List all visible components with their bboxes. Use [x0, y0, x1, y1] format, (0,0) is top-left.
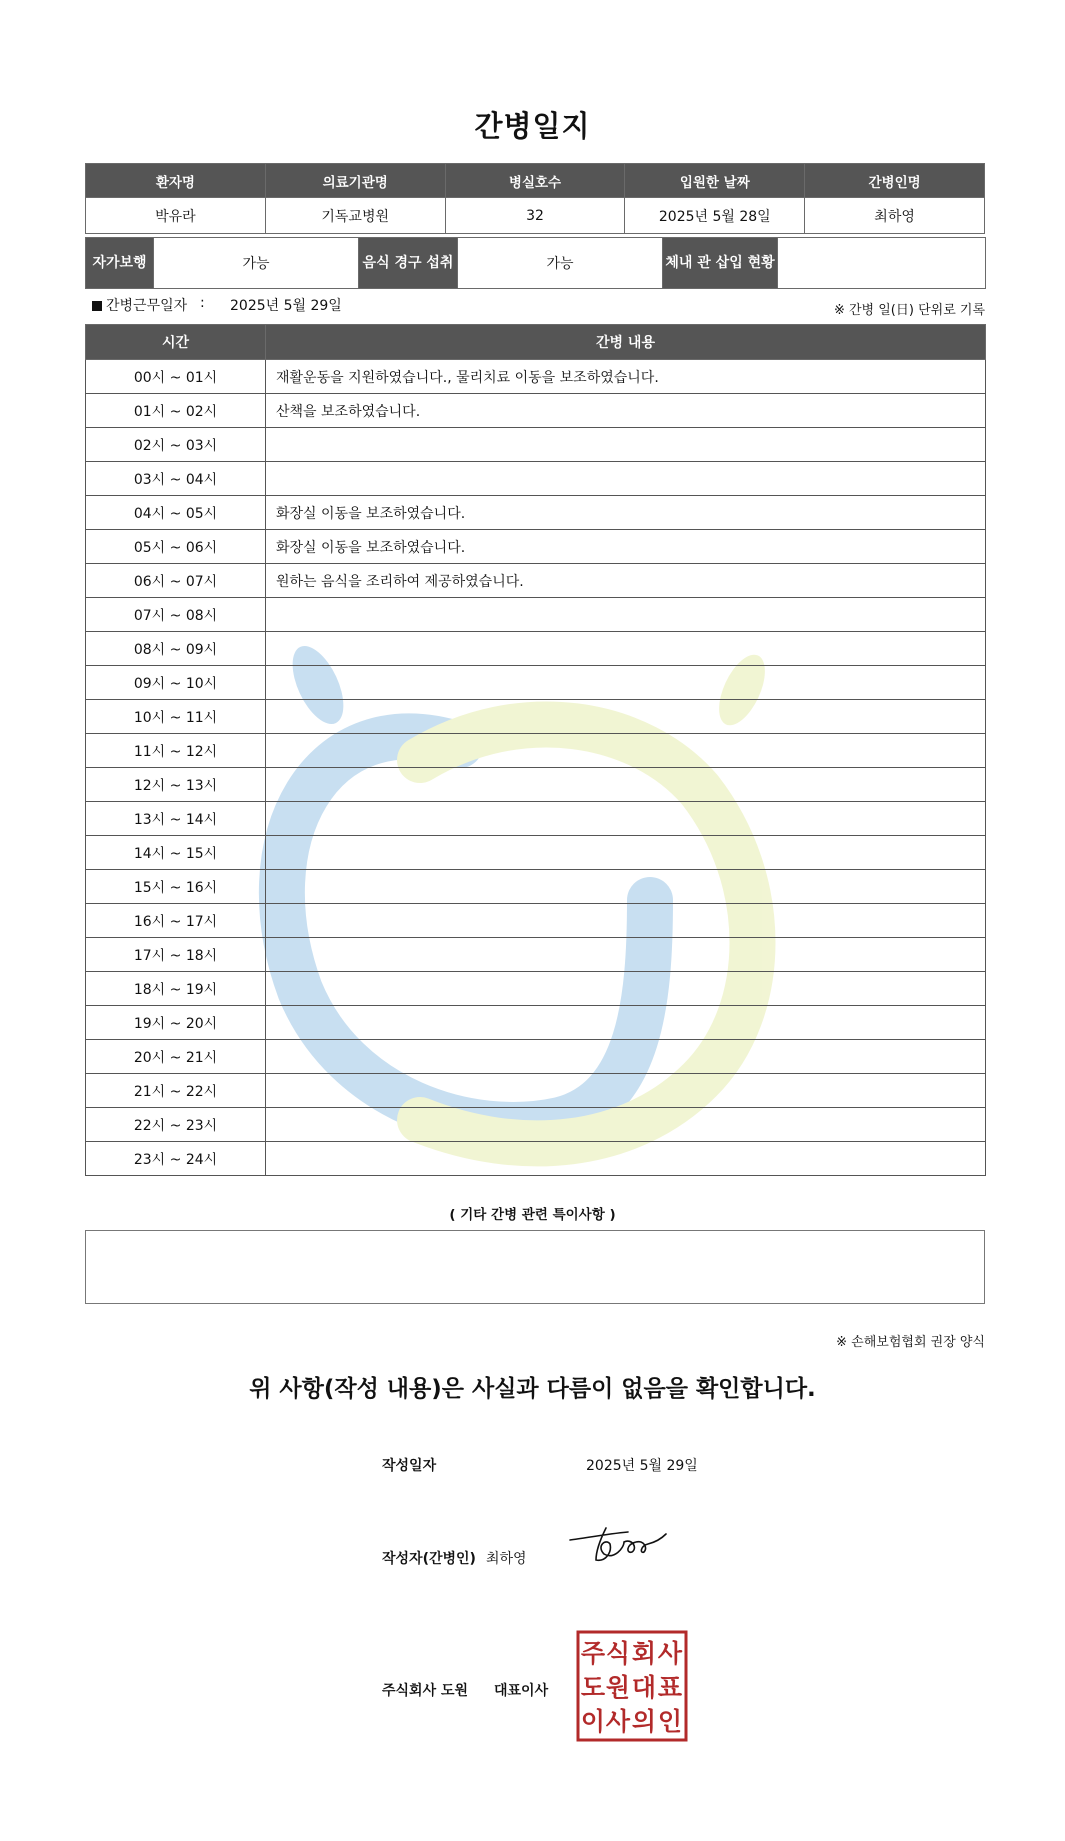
care-content-cell: 재활운동을 지원하였습니다., 물리치료 이동을 보조하였습니다.	[266, 360, 986, 394]
handwritten-signature	[566, 1522, 670, 1566]
time-slot-cell: 09시 ~ 10시	[86, 666, 266, 700]
care-content-cell	[266, 938, 986, 972]
tube-insertion-label: 체내 관 삽입 현황	[663, 238, 778, 289]
written-date-label: 작성일자	[382, 1458, 437, 1474]
table-row	[86, 666, 986, 700]
care-content-cell	[266, 972, 986, 1006]
table-row	[86, 462, 986, 496]
svg-text:표: 표	[657, 1673, 683, 1702]
table-row	[86, 1006, 986, 1040]
duty-date-line	[92, 295, 342, 315]
table-row	[86, 768, 986, 802]
self-walking-label: 자가보행	[86, 238, 154, 289]
caregiver-name-header: 간병인명	[805, 164, 985, 198]
company-seal-stamp	[576, 1630, 688, 1742]
tube-insertion-value	[778, 238, 986, 289]
care-content-cell	[266, 734, 986, 768]
self-walking-value: 가능	[154, 238, 359, 289]
care-content-cell: 화장실 이동을 보조하였습니다.	[266, 530, 986, 564]
care-content-cell	[266, 768, 986, 802]
table-row	[86, 836, 986, 870]
table-row	[86, 1074, 986, 1108]
table-row	[86, 1108, 986, 1142]
time-slot-cell: 06시 ~ 07시	[86, 564, 266, 598]
time-column-header: 시간	[86, 325, 266, 360]
admission-date-value: 2025년 5월 28일	[625, 198, 805, 234]
remarks-box	[85, 1230, 985, 1304]
table-row	[86, 496, 986, 530]
table-row	[86, 938, 986, 972]
time-slot-cell: 18시 ~ 19시	[86, 972, 266, 1006]
time-slot-cell: 19시 ~ 20시	[86, 1006, 266, 1040]
time-slot-cell: 14시 ~ 15시	[86, 836, 266, 870]
time-slot-cell: 07시 ~ 08시	[86, 598, 266, 632]
time-slot-cell: 12시 ~ 13시	[86, 768, 266, 802]
svg-text:식: 식	[605, 1639, 631, 1668]
svg-text:의: 의	[631, 1707, 657, 1736]
table-row	[86, 394, 986, 428]
care-content-cell	[266, 1142, 986, 1176]
time-slot-cell: 05시 ~ 06시	[86, 530, 266, 564]
svg-text:인: 인	[657, 1707, 683, 1736]
patient-name-header: 환자명	[86, 164, 266, 198]
time-slot-cell: 15시 ~ 16시	[86, 870, 266, 904]
content-column-header: 간병 내용	[266, 325, 986, 360]
table-row	[86, 564, 986, 598]
patient-status-table	[85, 237, 986, 289]
care-content-cell	[266, 462, 986, 496]
writer-value: 최하영	[486, 1551, 527, 1567]
patient-info-table	[85, 163, 985, 234]
duty-date-value: 2025년 5월 29일	[230, 298, 342, 314]
table-row	[86, 632, 986, 666]
time-slot-cell: 13시 ~ 14시	[86, 802, 266, 836]
care-content-cell	[266, 632, 986, 666]
care-content-cell	[266, 666, 986, 700]
time-slot-cell: 17시 ~ 18시	[86, 938, 266, 972]
duty-date-label: 간병근무일자	[106, 298, 188, 314]
writer-label: 작성자(간병인)	[382, 1551, 476, 1567]
table-row	[86, 428, 986, 462]
care-content-cell	[266, 598, 986, 632]
time-slot-cell: 11시 ~ 12시	[86, 734, 266, 768]
care-content-cell	[266, 1108, 986, 1142]
time-slot-cell: 16시 ~ 17시	[86, 904, 266, 938]
table-row	[86, 598, 986, 632]
time-slot-cell: 01시 ~ 02시	[86, 394, 266, 428]
table-row	[86, 360, 986, 394]
svg-text:대: 대	[631, 1673, 657, 1702]
page-title: 간병일지	[474, 109, 591, 143]
table-row	[86, 700, 986, 734]
time-slot-cell: 21시 ~ 22시	[86, 1074, 266, 1108]
svg-text:이: 이	[580, 1707, 606, 1736]
admission-date-header: 입원한 날짜	[625, 164, 805, 198]
care-log-body	[86, 360, 986, 1176]
hospital-name-header: 의료기관명	[265, 164, 445, 198]
room-number-header: 병실호수	[445, 164, 625, 198]
time-slot-cell: 22시 ~ 23시	[86, 1108, 266, 1142]
table-row	[86, 904, 986, 938]
care-content-cell	[266, 1040, 986, 1074]
care-log-table	[85, 324, 986, 1176]
time-slot-cell: 08시 ~ 09시	[86, 632, 266, 666]
care-content-cell	[266, 836, 986, 870]
table-row	[86, 1040, 986, 1074]
care-content-cell	[266, 802, 986, 836]
care-content-cell	[266, 428, 986, 462]
patient-name-value: 박유라	[86, 198, 266, 234]
time-slot-cell: 20시 ~ 21시	[86, 1040, 266, 1074]
table-row	[86, 530, 986, 564]
confirmation-statement: 위 사항(작성 내용)은 사실과 다름이 없음을 확인합니다.	[249, 1376, 816, 1402]
time-slot-cell: 04시 ~ 05시	[86, 496, 266, 530]
table-row	[86, 870, 986, 904]
ceo-label: 대표이사	[494, 1683, 549, 1699]
table-row	[86, 802, 986, 836]
care-content-cell	[266, 1074, 986, 1108]
care-content-cell	[266, 870, 986, 904]
oral-intake-value: 가능	[458, 238, 663, 289]
bullet-square-icon	[92, 301, 102, 311]
time-slot-cell: 00시 ~ 01시	[86, 360, 266, 394]
care-content-cell	[266, 700, 986, 734]
company-label: 주식회사 도원	[382, 1683, 469, 1699]
time-slot-cell: 10시 ~ 11시	[86, 700, 266, 734]
table-row	[86, 972, 986, 1006]
svg-text:원: 원	[605, 1673, 631, 1702]
time-slot-cell: 23시 ~ 24시	[86, 1142, 266, 1176]
room-number-value: 32	[445, 198, 625, 234]
svg-text:회: 회	[631, 1639, 657, 1668]
remarks-title: ( 기타 간병 관련 특이사항 )	[449, 1207, 616, 1223]
care-content-cell: 원하는 음식을 조리하여 제공하였습니다.	[266, 564, 986, 598]
caregiver-name-value: 최하영	[805, 198, 985, 234]
time-slot-cell: 03시 ~ 04시	[86, 462, 266, 496]
table-row	[86, 1142, 986, 1176]
time-slot-cell: 02시 ~ 03시	[86, 428, 266, 462]
duty-date-colon: :	[200, 295, 205, 311]
svg-text:도: 도	[580, 1673, 606, 1702]
svg-text:사: 사	[605, 1707, 631, 1736]
oral-intake-label: 음식 경구 섭취	[359, 238, 458, 289]
care-content-cell: 산책을 보조하였습니다.	[266, 394, 986, 428]
svg-text:주: 주	[580, 1639, 606, 1668]
daily-record-note: ※ 간병 일(日) 단위로 기록	[833, 303, 985, 318]
care-content-cell	[266, 1006, 986, 1040]
care-content-cell: 화장실 이동을 보조하였습니다.	[266, 496, 986, 530]
written-date-value: 2025년 5월 29일	[586, 1458, 698, 1474]
hospital-name-value: 기독교병원	[265, 198, 445, 234]
association-note: ※ 손해보험협회 권장 양식	[836, 1335, 985, 1350]
svg-text:사: 사	[657, 1639, 683, 1668]
care-content-cell	[266, 904, 986, 938]
table-row	[86, 734, 986, 768]
